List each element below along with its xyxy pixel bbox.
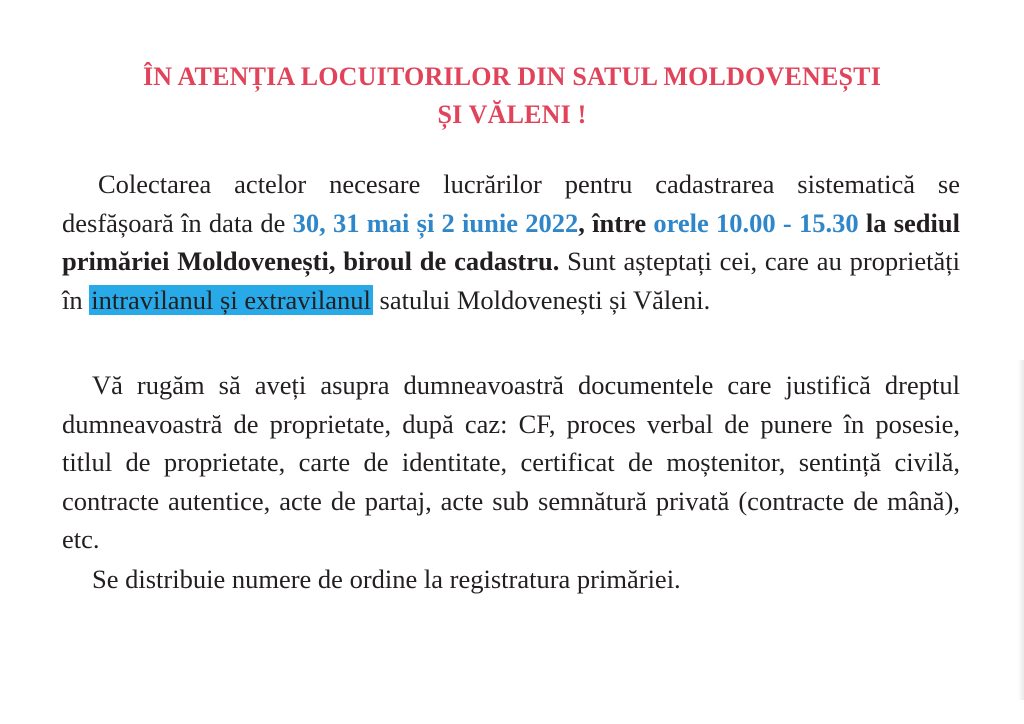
notice-title-line-1: ÎN ATENȚIA LOCUITORILOR DIN SATUL MOLDOVENEȘTI bbox=[142, 62, 882, 91]
between-word: între bbox=[584, 207, 654, 238]
paragraph1-end: satului Moldovenești și Văleni. bbox=[372, 284, 711, 315]
paragraph-collection-schedule bbox=[62, 165, 960, 319]
paragraph-order-numbers: Se distribuie numere de ordine la registratura primăriei. bbox=[92, 564, 681, 594]
collection-location: la sediul primăriei Moldovenești, biroul de cadastru. bbox=[62, 207, 960, 276]
paragraph-required-documents: Vă rugăm să aveți asupra dumneavoastră documentele care justifică dreptul dumneavoastră de proprietate, după caz: CF, proces verbal de punere în posesie, titlul de proprietate, carte de identitate, certificat de moștenitor, sentință civilă, contracte autentice, acte de partaj, acte sub semnătură privată (contracte de mână), etc. bbox=[62, 370, 960, 554]
highlighted-property-area: intravilanul și extravilanul bbox=[91, 284, 371, 315]
notice-title-line-2: ȘI VĂLENI ! bbox=[437, 100, 587, 129]
paragraph1-middle: Sunt așteptați cei, care au proprietăți în bbox=[62, 246, 960, 315]
dates-comma: , bbox=[578, 207, 585, 238]
collection-dates: 30, 31 mai și 2 iunie 2022 bbox=[292, 207, 579, 238]
page-edge-shadow bbox=[1018, 360, 1024, 700]
paragraph1-intro: Colectarea actelor necesare lucrărilor pentru cadastrarea sistematică se desfășoară în data de bbox=[62, 169, 960, 238]
collection-hours: orele 10.00 - 15.30 bbox=[653, 207, 859, 238]
